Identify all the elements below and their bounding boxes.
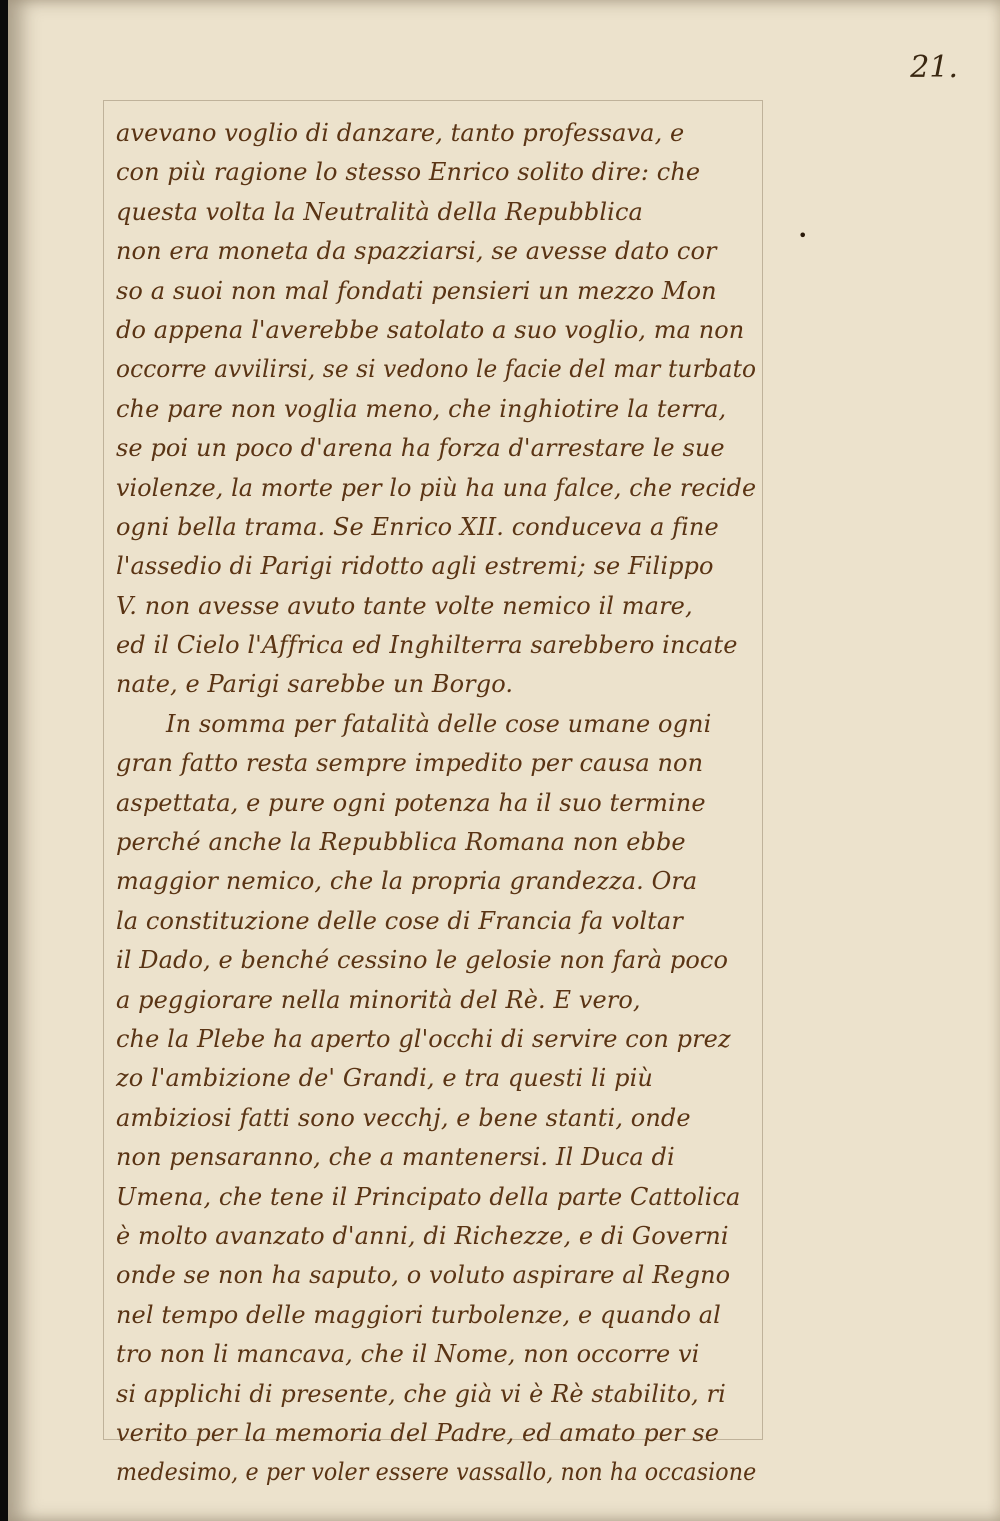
text-block [116,114,756,1493]
text-line: l'assedio di Parigi ridotto agli estremi; se Filippo [116,552,714,581]
text-line: ambiziosi fatti sono vecchj, e bene stanti, onde [116,1103,691,1132]
text-line: nate, e Parigi sarebbe un Borgo. [116,670,514,699]
text-line: tro non li mancava, che il Nome, non occorre vi [116,1340,700,1369]
text-line: che pare non voglia meno, che inghiotire la terra, [116,394,727,423]
text-line: la constituzione delle cose di Francia fa voltar [116,906,683,935]
text-line: do appena l'averebbe satolato a suo voglio, ma non [116,315,745,344]
text-line: V. non avesse avuto tante volte nemico il mare, [116,591,693,620]
text-line: non era moneta da spazziarsi, se avesse dato cor [116,237,717,266]
text-line: perché anche la Repubblica Romana non ebbe [116,828,686,857]
text-line: occorre avvilirsi, se si vedono le facie del mar turbato [116,355,757,384]
text-line: so a suoi non mal fondati pensieri un mezzo Mon [116,276,717,305]
text-line: medesimo, e per voler essere vassallo, non ha occasione [116,1458,757,1487]
margin-mark: • [798,226,808,245]
manuscript-page [8,0,1000,1521]
text-line: non pensaranno, che a mantenersi. Il Duca di [116,1143,675,1172]
text-line: gran fatto resta sempre impedito per causa non [116,749,704,778]
bleed-through-shadow [750,120,980,1450]
text-line: verito per la memoria del Padre, ed amato per se [116,1418,719,1447]
text-line: il Dado, e benché cessino le gelosie non farà poco [116,946,728,975]
text-line: violenze, la morte per lo più ha una falce, che recide [116,473,757,502]
text-line: ogni bella trama. Se Enrico XII. conduceva a fine [116,512,719,541]
folio-number: 21. [910,50,958,85]
text-line: se poi un poco d'arena ha forza d'arrestare le sue [116,434,725,463]
text-line: onde se non ha saputo, o voluto aspirare al Regno [116,1261,731,1290]
text-line: ed il Cielo l'Affrica ed Inghilterra sarebbero incate [116,631,738,660]
text-line: aspettata, e pure ogni potenza ha il suo termine [116,788,706,817]
text-line: Umena, che tene il Principato della parte Cattolica [116,1182,741,1211]
text-line: questa volta la Neutralità della Repubblica [116,197,643,226]
text-line: zo l'ambizione de' Grandi, e tra questi li più [116,1064,653,1093]
text-line: che la Plebe ha aperto gl'occhi di servire con prez [116,1024,731,1053]
text-line: avevano voglio di danzare, tanto professava, e [116,119,685,147]
text-line: maggior nemico, che la propria grandezza. Ora [116,867,698,896]
text-line: a peggiorare nella minorità del Rè. E vero, [116,985,641,1014]
text-line: si applichi di presente, che già vi è Rè stabilito, ri [116,1379,726,1408]
text-line: nel tempo delle maggiori turbolenze, e quando al [116,1300,721,1329]
text-line: è molto avanzato d'anni, di Richezze, e di Governi [116,1221,729,1250]
text-line: con più ragione lo stesso Enrico solito dire: che [116,158,701,187]
text-line-paragraph-start: In somma per fatalità delle cose umane ogni [166,709,712,738]
